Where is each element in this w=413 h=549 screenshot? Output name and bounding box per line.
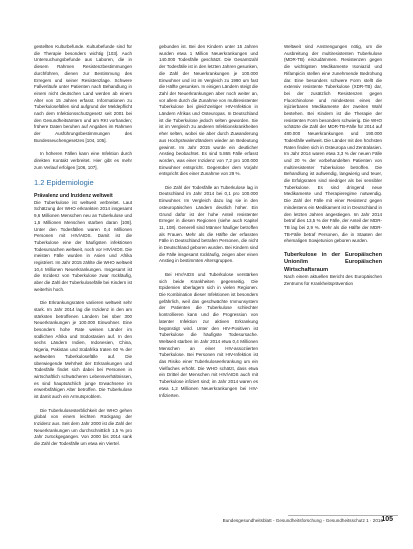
page-number: 105 <box>381 516 393 523</box>
subsection-heading: Tuberkulose in der Europäischen Union/im Europäischen Wirtschaftsraum <box>284 251 382 273</box>
paragraph: Die Tuberkulose ist weltweit verbreitet. Laut Schätzung der WHO erkrankten 2014 insgesamt 9,6 Millionen Menschen neu an Tuberkulose und 1,5 Millionen Menschen starben daran [108]. Unter den Todesfällen waren 0,4 Millionen Personen mit HIV/AIDS. Damit ist die Tuberkulose eine der häufigsten infektiösen Todesursachen weltweit, noch vor HIV/AIDS. Die meisten Fälle wurden in Asien und Afrika registriert. Im Jahr 2015 zählte die WHO weltweit 10,4 Millionen Neuerkrankungen. Insgesamt ist die Inzidenz von Tuberkulose zwar rückläufig, aber die Zahl der Tuberkulosefälle bei Kindern ist weiterhin hoch. <box>34 199 132 292</box>
text-column-middle <box>159 44 258 406</box>
paragraph: Die Zahl der Todesfälle an Tuberkulose lag in Deutschland im Jahr 2014 bei 0,1 pro 100.000 Einwohner. Im Vergleich dazu lag sie in den osteuropäischen Ländern deutlich höher. Ein Grund dafür ist der hohe Anteil resistenter Erreger in diesen Regionen (siehe auch Kapitel 11, 108). Generell sind Männer häufiger betroffen als Frauen. Mehr als die Hälfte der erfassten Fälle in Deutschland betrafen Personen, die nicht in Deutschland geboren wurden. Bei Kindern sind die Fälle insgesamt rückläufig, zeigen aber einen Anstieg in bestimmten Altersgruppen. <box>159 184 258 264</box>
section-heading: 1.2 Epidemiologie <box>34 178 94 188</box>
page-footer <box>0 517 413 527</box>
paragraph: gebunden ist. Bei den Kindern unter 15 Jahren wurden etwa 1 Million Neuerkrankungen und 140.000 Todesfälle geschätzt. Die Gesamtzahl der Todesfälle ist in den letzten Jahren gesunken, die Zahl der Neuerkrankungen je 100.000 Einwohner und ist im Vergleich zu 1990 um fast die Hälfte gesunken. In einigen Ländern steigt die Zahl der Neuerkrankungen aber noch weiter an, vor allem durch die Zunahme von multiresistenter Tuberkulose bei gleichzeitiger HIV-Infektion in Ländern Afrikas und Osteuropas. In Deutschland ist die Tuberkulose jedoch selten geworden. Sie ist im Vergleich zu anderen Infektionskrankheiten eher selten, wobei sie aber durch Zuwanderung aus Hochprävalenzländern wieder an Bedeutung gewinnt. Im Jahr 2015 wurde ein deutlicher Anstieg beobachtet. Es sind 5.865 Fälle erfasst worden, was einer Inzidenz von 7,2 pro 100.000 Einwohner entspricht. Gegenüber dem Vorjahr entspricht dies einer Zunahme von 29 %. <box>159 44 258 177</box>
paragraph: Die Erkrankungsraten variieren weltweit sehr stark. Im Jahr 2014 lag die Inzidenz in den am stärksten betroffenen Ländern bei über 300 Neuerkrankungen je 100.000 Einwohner. Eine besonders hohe Rate weisen Länder im südlichen Afrika und Südostasien auf. In den sechs Ländern Indien, Indonesien, China, Nigeria, Pakistan und Südafrika traten 60 % der weltweiten Tuberkulosefälle auf. Die überwiegende Mehrheit der Erkrankungen und Todesfälle findet sich dabei bei Personen in wirtschaftlich schwächeren Lebensverhältnissen, es sind hauptsächlich junge Erwachsene im erwerbsfähigen Alter betroffen. Die Tuberkulose ist damit auch ein Armutsproblem. <box>34 300 132 400</box>
paragraph: In höheren Fällen kann eine Infektion durch direkten Kontakt verbreitet. Hier gibt es mehr zum Verlauf erfolgen [106, 107]. <box>34 151 132 170</box>
paragraph: Die Tuberkulosesterblichkeit der WHO gehen global von einem leichten Rückgang der Inzidenz aus. Seit dem Jahr 2000 ist die Zahl der Neuerkrankungen um durchschnittlich 1,5 % pro Jahr zurückgegangen. Von 2000 bis 2014 sank die Zahl der Todesfälle um etwa ein Viertel. <box>34 407 132 447</box>
subsection-heading: Prävalenz und Inzidenz weltweit <box>34 193 113 200</box>
text-column-left <box>34 44 132 454</box>
paragraph: Bei HIV/AIDS und Tuberkulose verstärken sich beide Krankheiten gegenseitig. Die Epidemien überlagern sich in vielen Regionen. Die Kombination dieser Infektionen ist besonders gefährlich, weil das geschwächte Immunsystem der Patienten die Tuberkulose schlechter kontrollieren kann und die Progression von latenter Infektion zur aktiven Erkrankung begünstigt wird. Unter den HIV-Positiven ist Tuberkulose die häufigste Todesursache. Weltweit starben im Jahr 2014 etwa 0,4 Millionen Menschen an einer HIV-assoziierten Tuberkulose. Bei Personen mit HIV-Infektion ist das Risiko einer Tuberkuloseerkrankung um ein Vielfaches erhöht. Die WHO schätzt, dass etwa ein Drittel der Menschen mit HIV/AIDS auch mit Tuberkulose infiziert sind; im Jahr 2014 waren es etwa 1,2 Millionen Neuerkrankungen bei HIV-Infizierten. <box>159 271 258 398</box>
paragraph: gestellten Kulturbefunde. Kulturbefunde sind für die Therapie besonders wichtig [103]. Auch Untersuchungsbefunde aus Laboren, die in diesem Rahmen Resistenzbestimmungen durchführen, dienen zur Bestimmung des Erregers und seiner Resistenzlage. Schwere Fallverläufe unter Patienten nach Behandlung in einem nicht deutschen Land werden ab einem Alter von 15 Jahren erfasst. Informationen zu Tuberkulosefällen sind aufgrund der Meldepflicht nach dem Infektionsschutzgesetz seit 2001 bei den Gesundheitsämtern und am RKI vorhanden; frühere Daten beruhen auf Angaben im Rahmen der Ausführungsbestimmungen des Bundesseuchengesetzes [104, 105]. <box>34 44 132 143</box>
paragraph: Weltweit sind Anstrengungen nötig, um die Ausbreitung der multiresistenten Tuberkulose (MDR-TB) einzudämmen. Resistenzen gegen die wichtigsten Medikamente Isoniazid und Rifampicin stellen eine zunehmende Bedrohung dar. Eine besonders schwere Form stellt die extensiv resistente Tuberkulose (XDR-TB) dar, bei der zusätzlich Resistenzen gegen Fluorchinolone und mindestens eines der injizierbaren Medikamente der zweiten Wahl bestehen. Bei Kindern ist die Therapie der resistenten Form besonders schwierig. Die WHO schätzte die Zahl der MDR-TB-Fälle für 2014 auf 480.000 Neuerkrankungen und 190.000 Todesfälle weltweit. Die Länder mit den höchsten Raten finden sich in Osteuropa und Zentralasien. Im Jahr 2014 waren etwa 3,3 % der neuen Fälle und 20 % der vorbehandelten Patienten von multiresistenter Tuberkulose betroffen. Die Behandlung ist aufwendig, langwierig und teuer, die Erfolgsraten sind niedriger als bei sensibler Tuberkulose. Es sind dringend neue Medikamente und Therapieregime notwendig. Die Zahl der Fälle mit einer Resistenz gegen mindestens ein Medikament ist in Deutschland in den letzten Jahren angestiegen. Im Jahr 2014 betraf dies 13,5 % der Fälle, der Anteil der MDR-TB lag bei 2,9 %. Mehr als die Hälfte der MDR-TB-Fälle betraf Personen, die in Staaten der ehemaligen Sowjetunion geboren wurden. <box>284 44 382 244</box>
journal-citation: Bundesgesundheitsblatt - Gesundheitsforschung - Gesundheitsschutz 1 · 2016 <box>222 518 383 523</box>
text-column-right <box>284 44 382 294</box>
paragraph: Nach einem aktuellen Bericht des Europäischen Zentrums für Krankheitsprävention <box>284 274 382 286</box>
